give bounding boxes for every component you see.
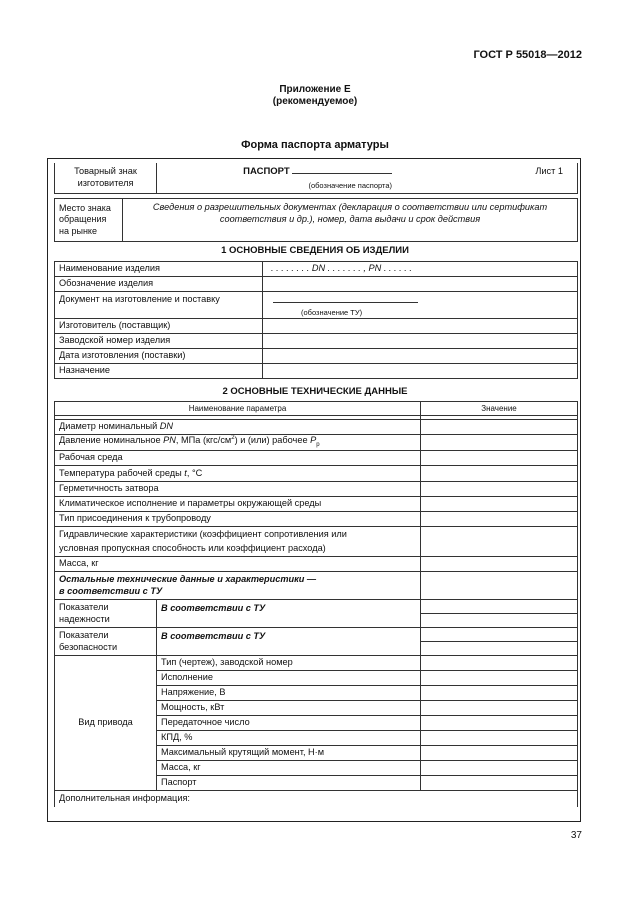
appendix-title: Приложение Е [279,84,351,95]
s1-label: Наименование изделия [55,262,263,277]
s1-value [263,292,578,319]
s1-value [263,349,578,364]
safety-label: Показатели безопасности [55,628,157,656]
sheet-number: Лист 1 [479,163,578,193]
col-param-header: Наименование параметра [55,402,421,416]
param-row: Климатическое исполнение и параметры окружающей среды [55,497,421,512]
s1-label: Документ на изготовление и поставку [55,292,263,319]
drive-row: Исполнение [157,671,421,686]
value-cell [421,671,578,686]
s1-label: Обозначение изделия [55,277,263,292]
drive-row: Мощность, кВт [157,701,421,716]
value-cell [421,614,578,628]
s1-label: Изготовитель (поставщик) [55,319,263,334]
s1-value [263,277,578,292]
value-cell [421,482,578,497]
market-mark-table [54,198,578,242]
drive-row: Напряжение, В [157,686,421,701]
market-mark-text: Сведения о разрешительных документах (декларация о соответствии или сертификат соответствия и др.), номер, дата выдачи и срок действия [123,199,578,242]
s1-label: Заводской номер изделия [55,334,263,349]
additional-info: Дополнительная информация: [55,791,578,807]
drive-row: Максимальный крутящий момент, Н·м [157,746,421,761]
value-cell [421,451,578,466]
value-cell [421,656,578,671]
value-cell [421,466,578,482]
other-params-row: Остальные технические данные и характеристики — в соответствии с ТУ [55,572,421,600]
value-cell [421,642,578,656]
param-row: Масса, кг [55,557,421,572]
param-row: Герметичность затвора [55,482,421,497]
value-cell [421,716,578,731]
value-cell [421,497,578,512]
param-row: Гидравлические характеристики (коэффициент сопротивления или [55,527,421,542]
form-title: Форма паспорта арматуры [241,139,389,151]
value-cell [421,776,578,791]
value-cell [421,600,578,614]
value-cell [421,701,578,716]
param-row: Диаметр номинальный DN [55,420,421,435]
s1-value [263,319,578,334]
value-cell [421,557,578,572]
value-cell [421,420,578,435]
trademark-cell: Товарный знак изготовителя [55,163,157,193]
value-cell [421,527,578,557]
market-mark-label: Место знака обращения на рынке [55,199,123,242]
passport-cell [157,163,479,193]
drive-row: Передаточное число [157,716,421,731]
passport-header-table [54,163,578,194]
drive-row: КПД, % [157,731,421,746]
drive-label: Вид привода [55,656,157,791]
section1-title: 1 ОСНОВНЫЕ СВЕДЕНИЯ ОБ ИЗДЕЛИИ [221,245,409,256]
section2-title: 2 ОСНОВНЫЕ ТЕХНИЧЕСКИЕ ДАННЫЕ [222,386,408,397]
value-cell [421,761,578,776]
value-cell [421,572,578,600]
standard-number: ГОСТ Р 55018—2012 [473,49,582,61]
safety-value: В соответствии с ТУ [157,628,421,656]
drive-row: Масса, кг [157,761,421,776]
s1-label: Дата изготовления (поставки) [55,349,263,364]
drive-row: Тип (чертеж), заводской номер [157,656,421,671]
s1-value: . . . . . . . . DN . . . . . . . , PN . . . . . . [263,262,578,277]
passport-label: ПАСПОРТ [243,166,290,178]
param-row: Давление номинальное PN, МПа $(кгс/см^2)$ и (или) рабочее $P_р$ [55,435,421,451]
reliability-value: В соответствии с ТУ [157,600,421,628]
passport-caption: (обозначение паспорта) [308,181,393,190]
drive-row: Паспорт [157,776,421,791]
param-row: условная пропускная способность или коэффициент расхода) [55,542,421,557]
param-row: Рабочая среда [55,451,421,466]
section2-table [54,401,578,807]
value-cell [421,686,578,701]
value-cell [421,512,578,527]
s1-value [263,364,578,379]
s1-value [263,334,578,349]
value-cell [421,746,578,761]
s1-label: Назначение [55,364,263,379]
value-cell [421,731,578,746]
param-row: Тип присоединения к трубопроводу [55,512,421,527]
col-value-header: Значение [421,402,578,416]
section1-table [54,261,578,379]
tu-caption: (обозначение ТУ) [301,307,363,317]
reliability-label: Показатели надежности [55,600,157,628]
page-number: 37 [570,830,582,841]
value-cell [421,628,578,642]
value-cell [421,435,578,451]
param-row: Температура рабочей среды t, °С [55,466,421,482]
appendix-subtitle: (рекомендуемое) [272,96,358,107]
